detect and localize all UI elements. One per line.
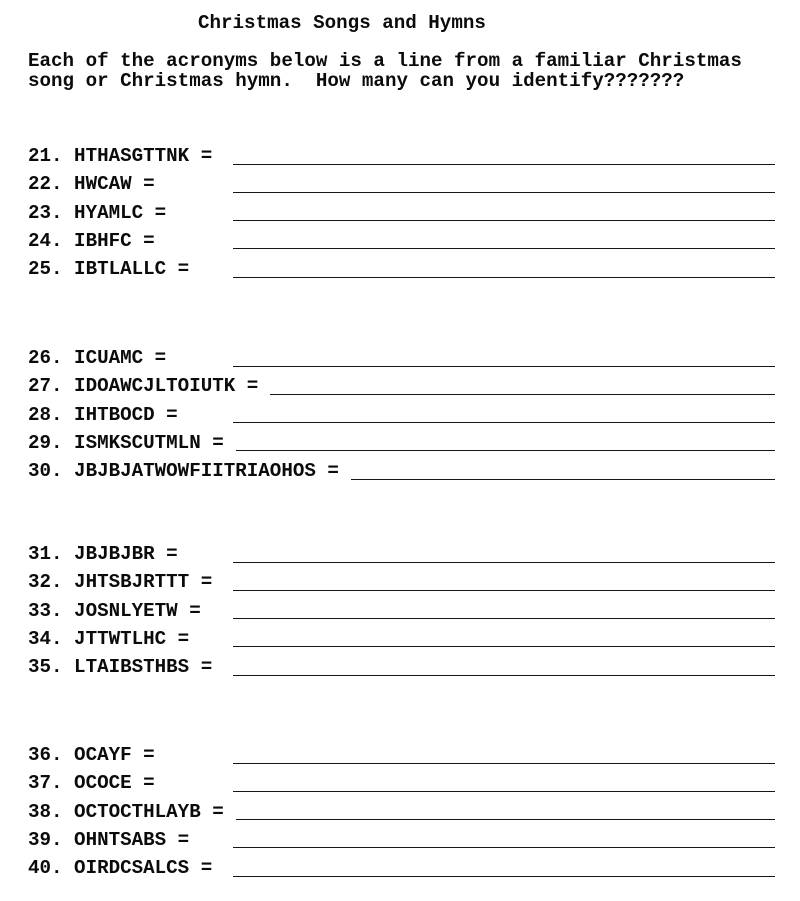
answer-blank <box>233 831 775 849</box>
answer-blank <box>236 803 775 821</box>
quiz-item-row <box>28 462 775 490</box>
intro-paragraph <box>28 51 742 92</box>
quiz-item-row <box>28 545 775 573</box>
quiz-item-row <box>28 658 775 686</box>
quiz-item-row <box>28 377 775 405</box>
answer-blank <box>233 175 775 193</box>
quiz-item-label: 31. JBJBJBR = <box>28 543 178 565</box>
quiz-item-row <box>28 627 775 658</box>
answer-blank <box>233 602 775 620</box>
quiz-item-row <box>28 800 775 831</box>
quiz-item-label: 39. OHNTSABS = <box>28 828 190 851</box>
quiz-item-row <box>28 147 775 175</box>
quiz-item-row <box>28 431 775 462</box>
answer-blank <box>233 573 775 591</box>
quiz-group-36-40 <box>28 746 775 887</box>
quiz-item-label: 40. OIRDCSALCS = <box>28 857 213 880</box>
quiz-item-label: 21. HTHASGTTNK = <box>28 145 213 167</box>
quiz-item-label: 26. ICUAMC = <box>28 347 167 369</box>
answer-blank <box>270 377 775 395</box>
quiz-group-31-35 <box>28 545 775 686</box>
answer-blank <box>233 147 775 165</box>
page-title: Christmas Songs and Hymns <box>198 12 486 34</box>
quiz-item-label: 34. JTTWTLHC = <box>28 627 190 650</box>
quiz-item-label: 29. ISMKSCUTMLN = <box>28 431 224 454</box>
quiz-group-26-30 <box>28 349 775 490</box>
quiz-item-label: 30. JBJBJATWOWFIITRIAOHOS = <box>28 460 339 483</box>
answer-blank <box>233 204 775 222</box>
quiz-item-row <box>28 349 775 377</box>
quiz-group-21-25 <box>28 147 775 288</box>
answer-blank <box>233 260 775 278</box>
intro-line-2: song or Christmas hymn. How many can you identify??????? <box>28 70 685 93</box>
quiz-item-label: 23. HYAMLC = <box>28 201 167 224</box>
answer-blank <box>233 630 775 648</box>
quiz-item-label: 35. LTAIBSTHBS = <box>28 656 213 679</box>
quiz-item-label: 24. IBHFC = <box>28 229 155 252</box>
quiz-item-label: 36. OCAYF = <box>28 744 155 766</box>
quiz-item-row <box>28 828 775 859</box>
quiz-item-row <box>28 201 775 232</box>
quiz-item-row <box>28 175 775 203</box>
quiz-item-label: 22. HWCAW = <box>28 173 155 196</box>
quiz-item-row <box>28 859 775 887</box>
quiz-item-label: 27. IDOAWCJLTOIUTK = <box>28 375 259 398</box>
quiz-item-label: 38. OCTOCTHLAYB = <box>28 800 224 823</box>
quiz-item-row <box>28 599 775 630</box>
quiz-item-label: 25. IBTLALLC = <box>28 258 190 281</box>
quiz-item-label: 28. IHTBOCD = <box>28 403 178 426</box>
answer-blank <box>233 349 775 367</box>
answer-blank <box>233 746 775 764</box>
quiz-item-row <box>28 403 775 434</box>
answer-blank <box>351 462 775 480</box>
answer-blank <box>236 434 775 452</box>
quiz-item-row <box>28 260 775 288</box>
quiz-item-label: 33. JOSNLYETW = <box>28 599 201 622</box>
answer-blank <box>233 232 775 250</box>
quiz-item-row <box>28 229 775 260</box>
quiz-item-row <box>28 746 775 774</box>
quiz-item-row <box>28 774 775 802</box>
intro-line-1: Each of the acronyms below is a line from a familiar Christmas <box>28 50 742 72</box>
quiz-item-label: 37. OCOCE = <box>28 772 155 795</box>
answer-blank <box>233 545 775 563</box>
answer-blank <box>233 774 775 792</box>
quiz-item-label: 32. JHTSBJRTTT = <box>28 571 213 594</box>
answer-blank <box>233 859 775 877</box>
quiz-item-row <box>28 573 775 601</box>
answer-blank <box>233 406 775 424</box>
answer-blank <box>233 658 775 676</box>
